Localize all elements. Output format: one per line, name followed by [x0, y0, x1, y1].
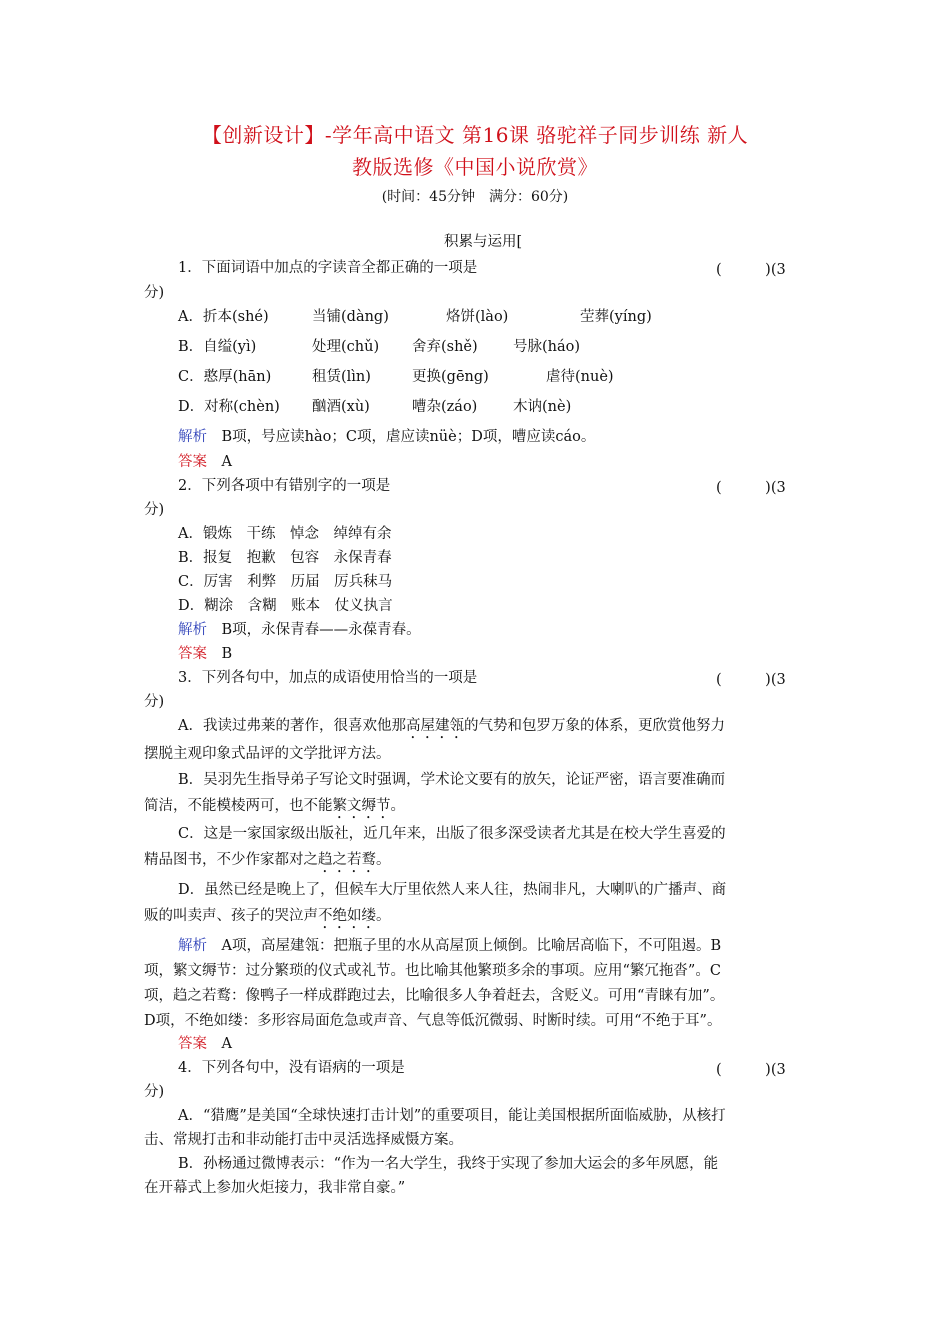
q1-a-4: 茔葬(yíng)	[580, 309, 652, 325]
q3-analysis-line2: 项，繁文缛节：过分繁琐的仪式或礼节。也比喻其他繁琐多余的事项。应用“繁冗拖沓”。C	[144, 963, 721, 979]
q2-answer-paren: ( )(3	[716, 480, 786, 496]
q2-score: 分)	[144, 502, 165, 518]
q3-b-text2: 。	[390, 798, 405, 814]
q3-a-text2: 的气势和包罗万象的体系，更欣赏他努力	[463, 718, 725, 734]
q3-a-text1: A．我读过弗莱的著作，很喜欢他那	[178, 718, 406, 734]
q2-analysis-label: 解析	[178, 622, 207, 638]
q3-analysis-text1: A项，高屋建瓴：把瓶子里的水从高屋顶上倾倒。比喻居高临下，不可阻遏。B	[221, 938, 722, 954]
q2-option-a: A．锻炼 干练 悼念 绰绰有余	[178, 526, 392, 542]
q3-option-d-line2	[144, 906, 391, 932]
q3-d-text1: 贩的叫卖声、孩子的哭泣声	[144, 908, 318, 924]
q3-option-c-line1: C．这是一家国家级出版社，近几年来，出版了很多深受读者尤其是在校大学生喜爱的	[178, 826, 726, 842]
q2-option-c: C．厉害 利弊 历届 厉兵秣马	[178, 574, 393, 590]
q1-analysis-label: 解析	[178, 429, 207, 445]
doc-title-line1: 【创新设计】-学年高中语文 第16课 骆驼祥子同步训练 新人	[201, 123, 749, 147]
section-heading: 积累与运用[	[444, 234, 523, 250]
q1-c-4: 虐待(nuè)	[546, 369, 614, 385]
doc-title-line2: 教版选修《中国小说欣赏》	[352, 155, 598, 179]
q1-d-3: 嘈杂(záo)	[412, 399, 478, 415]
q3-option-b-line2	[144, 796, 405, 822]
q1-answer-paren: ( )(3	[716, 262, 786, 278]
q4-option-a-line1: A．“猎鹰”是美国“全球快速打击计划”的重要项目，能让美国根据所面临威胁，从核打	[178, 1108, 726, 1124]
q2-answer-label: 答案	[178, 646, 207, 662]
q3-option-d-line1: D．虽然已经是晚上了，但候车大厅里依然人来人往，热闹非凡，大喇叭的广播声、商	[178, 882, 727, 898]
q2-option-d: D．糊涂 含糊 账本 仗义执言	[178, 598, 393, 614]
q3-score: 分)	[144, 694, 165, 710]
q1-score: 分)	[144, 285, 165, 301]
q2-answer-value: B	[221, 646, 233, 662]
q3-option-c-line2	[144, 850, 391, 876]
q1-answer-label: 答案	[178, 454, 207, 470]
q1-c-1: C．憨厚(hān)	[178, 369, 272, 385]
q2-stem: 2．下列各项中有错别字的一项是	[178, 478, 391, 494]
q1-c-3: 更换(gēng)	[412, 369, 489, 385]
q1-b-3: 舍弃(shě)	[412, 339, 478, 355]
q2-analysis-text: B项，永保青春——永葆青春。	[221, 622, 421, 638]
q1-d-4: 木讷(nè)	[513, 399, 572, 415]
q1-d-2: 酗酒(xù)	[312, 399, 370, 415]
q4-answer-paren: ( )(3	[716, 1062, 786, 1078]
q1-answer-value: A	[221, 454, 232, 470]
q3-option-a-line2: 摆脱主观印象式品评的文学批评方法。	[144, 746, 391, 762]
q3-answer-label: 答案	[178, 1036, 207, 1052]
q1-b-2: 处理(chǔ)	[312, 339, 380, 355]
q1-b-4: 号脉(háo)	[513, 339, 581, 355]
q2-option-b: B．报复 抱歉 包容 永保青春	[178, 550, 392, 566]
q1-a-1: A．折本(shé)	[178, 309, 269, 325]
q1-a-3: 烙饼(lào)	[446, 309, 509, 325]
q1-b-1: B．自缢(yì)	[178, 339, 257, 355]
q3-b-text1: 简洁，不能模棱两可，也不能	[144, 798, 333, 814]
q1-answer	[178, 452, 232, 472]
q3-answer	[178, 1034, 232, 1054]
q1-analysis	[178, 427, 595, 447]
q1-d-1: D．对称(chèn)	[178, 399, 280, 415]
q3-analysis-line3: 项，趋之若鹜：像鸭子一样成群跑过去，比喻很多人争着赶去，含贬义。可用“青睐有加”。	[144, 988, 725, 1004]
q3-d-idiom: 不绝如缕	[318, 908, 376, 924]
q3-option-b-line1: B．吴羽先生指导弟子写论文时强调，学术论文要有的放矢，论证严密，语言要准确而	[178, 772, 726, 788]
q3-a-idiom: 高屋建瓴	[405, 718, 464, 734]
q1-stem: 1．下面词语中加点的字读音全都正确的一项是	[178, 260, 478, 276]
q3-c-text2: 。	[376, 852, 391, 868]
q3-c-idiom: 趋之若鹜	[318, 852, 376, 868]
q3-c-text1: 精品图书，不少作家都对之	[144, 852, 318, 868]
q4-stem: 4．下列各句中，没有语病的一项是	[178, 1060, 405, 1076]
q1-analysis-text: B项，号应读hào；C项，虐应读nüè；D项，嘈应读cáo。	[221, 429, 596, 445]
q1-c-2: 租赁(lìn)	[312, 369, 371, 385]
q3-analysis-label: 解析	[178, 938, 207, 954]
q3-analysis-line4: D项，不绝如缕：多形容局面危急或声音、气息等低沉微弱、时断时续。可用“不绝于耳”。	[144, 1013, 722, 1029]
q3-option-a-line1	[178, 716, 725, 742]
q3-answer-value: A	[221, 1036, 232, 1052]
q2-analysis	[178, 620, 421, 640]
q1-a-2: 当铺(dàng)	[312, 309, 389, 325]
q2-answer	[178, 644, 232, 664]
q3-answer-paren: ( )(3	[716, 672, 786, 688]
q3-b-idiom: 繁文缛节	[332, 798, 391, 814]
q4-option-b-line2: 在开幕式上参加火炬接力，我非常自豪。”	[144, 1180, 406, 1196]
doc-subtitle: (时间：45分钟 满分：60分)	[381, 189, 569, 205]
q4-option-a-line2: 击、常规打击和非动能打击中灵活选择威慑方案。	[144, 1132, 463, 1148]
q4-option-b-line1: B．孙杨通过微博表示：“作为一名大学生，我终于实现了参加大运会的多年夙愿，能	[178, 1156, 719, 1172]
q3-stem: 3．下列各句中，加点的成语使用恰当的一项是	[178, 670, 478, 686]
q4-score: 分)	[144, 1084, 165, 1100]
q3-d-text2: 。	[376, 908, 391, 924]
q3-analysis-line1	[178, 936, 721, 956]
